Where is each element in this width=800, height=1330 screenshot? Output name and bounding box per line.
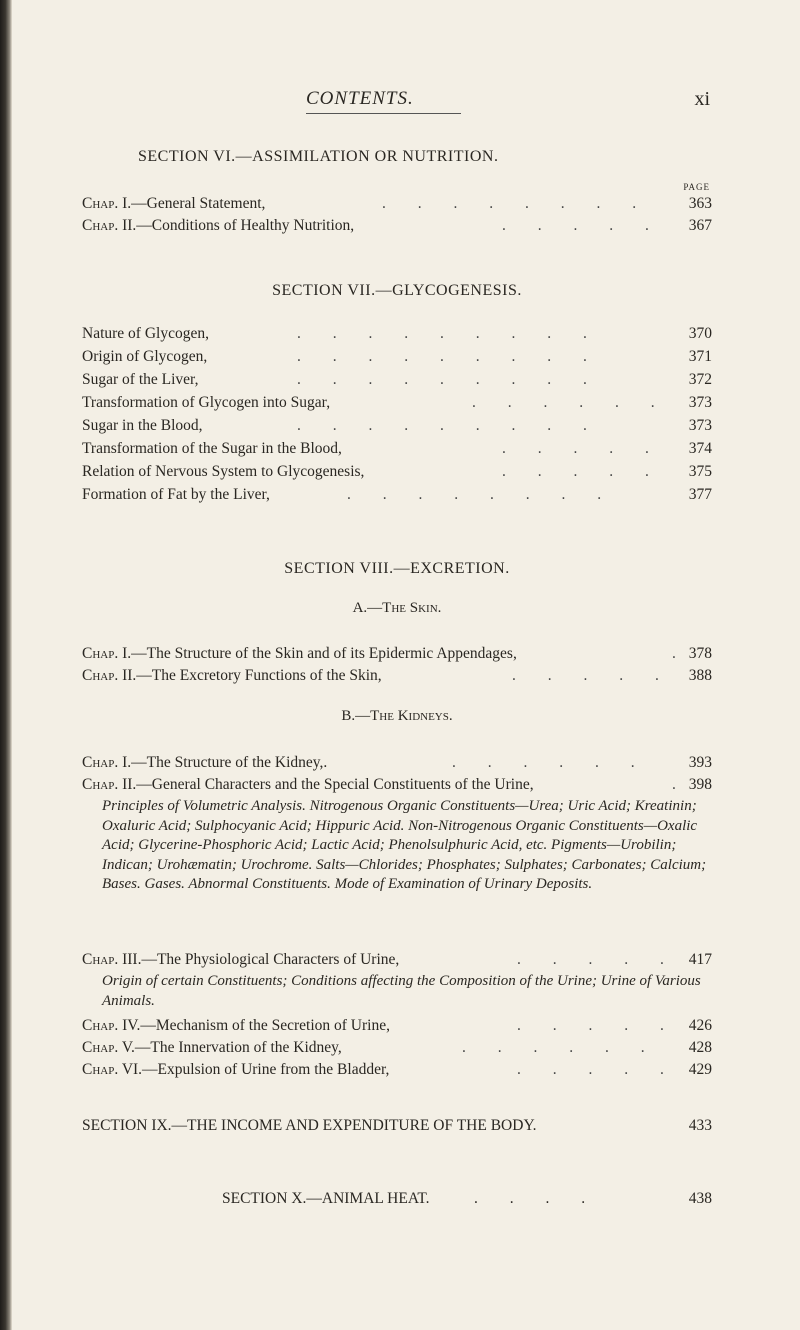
section-6-title: SECTION VI.—ASSIMILATION OR NUTRITION. (138, 148, 499, 165)
leader-dots: . . . . . . (452, 754, 649, 771)
entry-title: II.—Conditions of Healthy Nutrition, (118, 217, 355, 234)
entry-page: 373 (688, 417, 712, 434)
entry-title: V.—The Innervation of the Kidney, (118, 1039, 342, 1056)
entry-title: II.—General Characters and the Special Constituents of the Urine, (118, 776, 534, 793)
chap-label: Chap. (82, 217, 119, 234)
running-head (240, 88, 710, 114)
entry-page: 372 (688, 371, 712, 388)
chap-label: Chap. (82, 667, 119, 684)
entry-title: I.—The Structure of the Kidney,. (118, 754, 328, 771)
toc-entry[interactable] (82, 195, 712, 215)
leader-dots: . . . . . . (462, 1039, 659, 1056)
toc-entry[interactable] (82, 776, 712, 796)
leader-dots: . . . . . (517, 1017, 678, 1034)
entry-page: 438 (688, 1190, 712, 1207)
section-8-title: SECTION VIII.—EXCRETION. (284, 560, 510, 577)
toc-entry-section-9[interactable] (82, 1117, 712, 1135)
entry-title: III.—The Physiological Characters of Urine, (118, 951, 400, 968)
leader-dots: . . . . . . . . (347, 486, 616, 503)
toc-entry[interactable] (82, 325, 712, 345)
toc-entry[interactable] (82, 440, 712, 460)
entry-page: 398 (688, 776, 712, 793)
subsection-skin-title: A.—The Skin. (352, 600, 442, 616)
entry-title: Nature of Glycogen, (82, 325, 209, 342)
running-head-title: CONTENTS. (306, 88, 414, 109)
entry-page: 428 (688, 1039, 712, 1056)
toc-entry[interactable] (82, 371, 712, 391)
toc-entry[interactable] (82, 417, 712, 437)
subsection-kidneys-title: B.—The Kidneys. (341, 708, 453, 724)
leader-dots: . . . . . (502, 463, 663, 480)
chap-label: Chap. (82, 1039, 119, 1056)
entry-page: 373 (688, 394, 712, 411)
leader-dots: . . . . . (502, 217, 663, 234)
entry-page: 363 (688, 195, 712, 212)
leader-dots: . . . . . . . . . (297, 417, 601, 434)
toc-entry[interactable] (82, 394, 712, 414)
entry-page: 388 (688, 667, 712, 684)
entry-title: Sugar of the Liver, (82, 371, 199, 388)
entry-title: I.—General Statement, (118, 195, 266, 212)
section-10-title: SECTION X.—ANIMAL HEAT. (222, 1190, 430, 1207)
entry-title: Sugar in the Blood, (82, 417, 203, 434)
leader-dots: . (672, 645, 690, 662)
entry-page: 375 (688, 463, 712, 480)
toc-entry[interactable] (82, 1017, 712, 1037)
chap-label: Chap. (82, 754, 119, 771)
leader-dots: . . . . . . . . . (297, 325, 601, 342)
chap-label: Chap. (82, 195, 119, 212)
leader-dots: . . . . . (502, 440, 663, 457)
leader-dots: . . . . . (517, 1061, 678, 1078)
leader-dots: . . . . . . . . (382, 195, 651, 212)
toc-entry[interactable] (82, 1061, 712, 1081)
page-number: xi (694, 88, 710, 110)
entry-title: Formation of Fat by the Liver, (82, 486, 270, 503)
section-9-title: SECTION IX.—THE INCOME AND EXPENDITURE OF THE BODY. (82, 1117, 537, 1134)
toc-entry[interactable] (82, 463, 712, 483)
entry-subtopics: Principles of Volumetric Analysis. Nitrogenous Organic Constituents—Urea; Uric Acid; Kreatinin; Oxaluric Acid; Sulphocyanic Acid; Hippuric Acid. Non-Nitrogenous Organic Constituents—Oxalic Acid; Glycerine-Phosphoric Acid; Lactic Acid; Phenolsulphuric Acid, etc. Pigments—Urobilin; Indican; Urohæmatin; Urochrome. Salts—Chlorides; Phosphates; Sulphates; Carbonates; Calcium; Bases. Gases. Abnormal Constituents. Mode of Examination of Urinary Deposits. (102, 798, 707, 892)
entry-title: I.—The Structure of the Skin and of its Epidermic Appendages, (118, 645, 517, 662)
entry-title: Transformation of the Sugar in the Blood, (82, 440, 342, 457)
toc-entry[interactable] (82, 754, 712, 774)
entry-page: 371 (688, 348, 712, 365)
entry-page: 433 (688, 1117, 712, 1134)
toc-entry[interactable] (82, 1039, 712, 1059)
entry-page: 426 (688, 1017, 712, 1034)
entry-title: Relation of Nervous System to Glycogenesis, (82, 463, 365, 480)
entry-page: 417 (688, 951, 712, 968)
leader-dots: . . . . . . . . . (297, 348, 601, 365)
leader-dots: . . . . (474, 1190, 600, 1207)
chap-label: Chap. (82, 951, 119, 968)
chap-label: Chap. (82, 776, 119, 793)
entry-title: IV.—Mechanism of the Secretion of Urine, (118, 1017, 390, 1034)
toc-entry[interactable] (82, 645, 712, 665)
entry-page: 370 (688, 325, 712, 342)
entry-title: VI.—Expulsion of Urine from the Bladder, (118, 1061, 390, 1078)
chap-label: Chap. (82, 645, 119, 662)
toc-entry[interactable] (82, 667, 712, 687)
entry-title: Transformation of Glycogen into Sugar, (82, 394, 331, 411)
entry-page: 367 (688, 217, 712, 234)
toc-entry[interactable] (82, 951, 712, 971)
toc-entry[interactable] (82, 217, 712, 237)
entry-page: 429 (688, 1061, 712, 1078)
entry-title: II.—The Excretory Functions of the Skin, (118, 667, 382, 684)
running-head-rule (306, 113, 461, 114)
page-column-label: PAGE (683, 182, 710, 192)
chap-label: Chap. (82, 1061, 119, 1078)
entry-page: 393 (688, 754, 712, 771)
entry-page: 378 (688, 645, 712, 662)
entry-page: 374 (688, 440, 712, 457)
entry-page: 377 (688, 486, 712, 503)
chap-label: Chap. (82, 1017, 119, 1034)
leader-dots: . . . . . . (472, 394, 669, 411)
section-7-title: SECTION VII.—GLYCOGENESIS. (272, 282, 522, 299)
leader-dots: . . . . . (517, 951, 678, 968)
entry-subtopics: Origin of certain Constituents; Conditions affecting the Composition of the Urine; Urine of Various Animals. (102, 973, 701, 1009)
leader-dots: . . . . . . . . . (297, 371, 601, 388)
toc-entry[interactable] (82, 348, 712, 368)
entry-title: Origin of Glycogen, (82, 348, 208, 365)
leader-dots: . . . . . (512, 667, 673, 684)
leader-dots: . (672, 776, 690, 793)
toc-entry[interactable] (82, 486, 712, 506)
